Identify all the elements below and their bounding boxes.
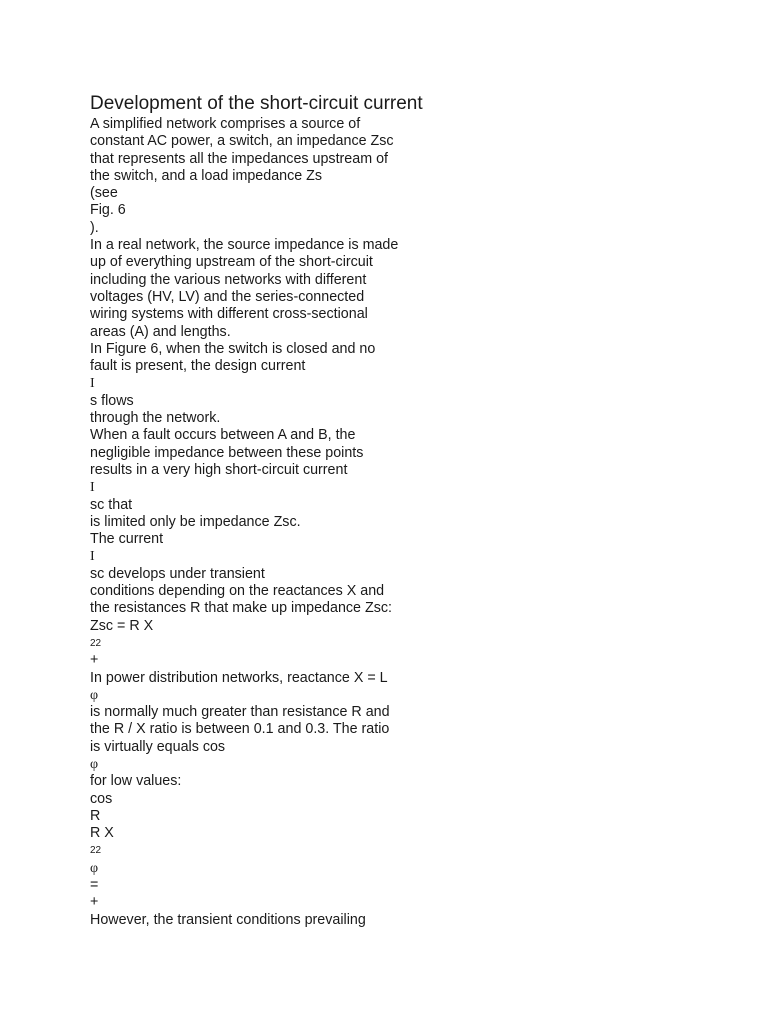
text-line: Zsc = R X [90,617,154,634]
text-line: is normally much greater than resistance R and [90,704,390,721]
body-text [90,116,730,929]
text-line: In a real network, the source impedance is made [90,237,399,254]
text-line: sc that [90,496,133,513]
text-line: However, the transient conditions prevailing [90,911,366,928]
text-line: φ [90,860,99,876]
text-line: wiring systems with different cross-sectional [90,306,368,323]
text-line: + [90,894,99,911]
text-line: conditions depending on the reactances X and [90,583,385,600]
document-page [90,93,730,929]
text-line: is virtually equals cos [90,738,226,755]
text-line: voltages (HV, LV) and the series-connected [90,288,365,305]
text-line: φ [90,687,99,703]
text-line: R [90,807,101,824]
text-line: the R / X ratio is between 0.1 and 0.3. The ratio [90,721,390,738]
text-line: results in a very high short-circuit current [90,461,348,478]
text-line: Fig. 6 [90,202,126,219]
text-line: areas (A) and lengths. [90,323,231,340]
text-line: In power distribution networks, reactance X = L [90,669,388,686]
text-line: A simplified network comprises a source of [90,116,361,132]
text-line: = [90,877,99,894]
text-line: is limited only be impedance Zsc. [90,513,301,530]
text-line: + [90,652,99,669]
text-line: constant AC power, a switch, an impedance Zsc [90,133,394,150]
text-line: R X [90,825,114,842]
text-line: s flows [90,392,134,409]
text-line: up of everything upstream of the short-circuit [90,254,373,271]
text-line: fault is present, the design current [90,358,306,375]
text-line: When a fault occurs between A and B, the [90,427,356,444]
text-line: through the network. [90,410,221,427]
text-line: I [90,480,95,496]
text-line: sc develops under transient [90,565,265,582]
text-line: I [90,549,95,565]
text-line: cos [90,790,113,807]
page-title: Development of the short-circuit current [90,93,423,114]
text-line: the switch, and a load impedance Zs [90,167,323,184]
text-line: that represents all the impedances upstream of [90,150,389,167]
text-line: including the various networks with different [90,271,367,288]
text-line: 22 [90,637,102,649]
text-line: I [90,376,95,392]
text-line: (see [90,185,118,202]
text-line: The current [90,531,164,548]
text-line: 22 [90,845,102,857]
text-line: for low values: [90,773,182,790]
text-line: negligible impedance between these points [90,444,364,461]
text-line: φ [90,756,99,772]
text-line: the resistances R that make up impedance Zsc: [90,600,392,617]
text-line: ). [90,219,99,236]
text-line: In Figure 6, when the switch is closed and no [90,340,376,357]
